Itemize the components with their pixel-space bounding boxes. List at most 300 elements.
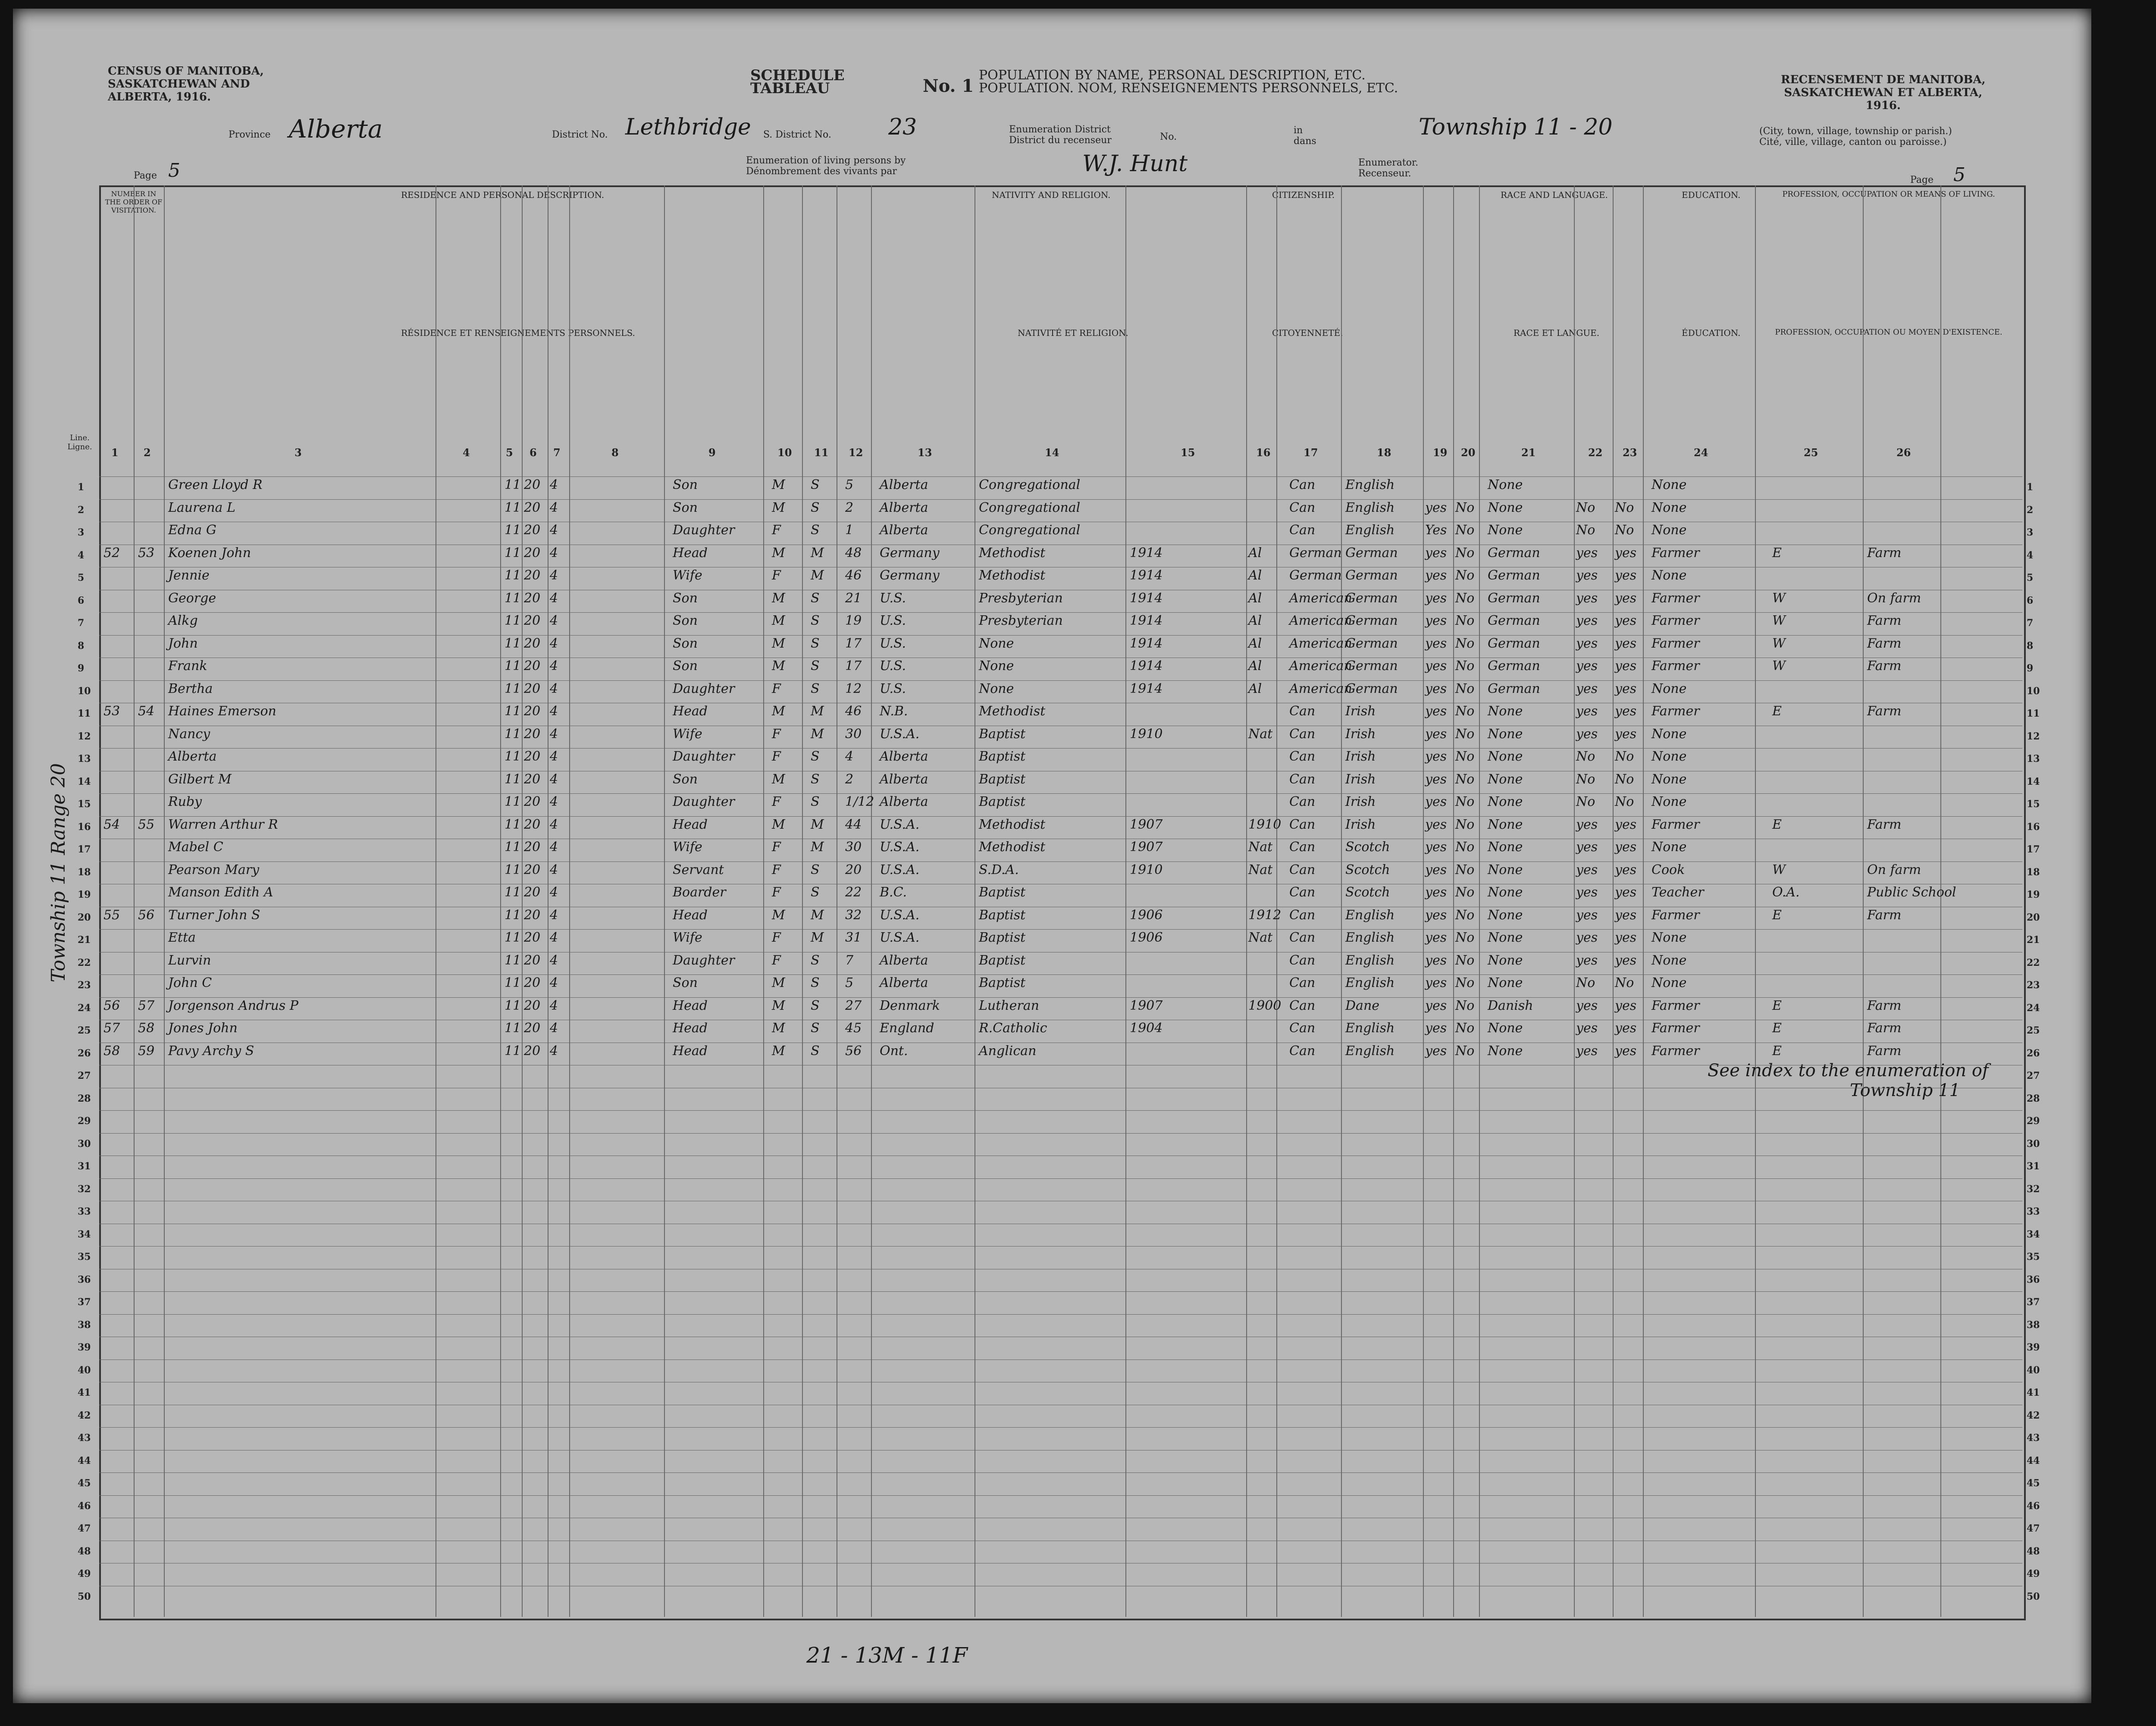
cell-origin: English <box>1345 1021 1395 1036</box>
residence-header-fr: RÉSIDENCE ET RENSEIGNEMENTS PERSONNELS. <box>401 328 635 338</box>
cell-rel: Head <box>673 1021 708 1036</box>
cell-sp_en: yes <box>1425 590 1447 606</box>
cell-read: yes <box>1576 545 1598 561</box>
cell-other_lang: None <box>1488 840 1523 855</box>
cell-birth: Alberta <box>880 749 928 764</box>
cell-emp: E <box>1772 545 1782 561</box>
cell-religion: Presbyterian <box>979 613 1063 628</box>
cell-age: 19 <box>845 613 862 628</box>
cell-col7: 4 <box>550 862 558 877</box>
line-number-right: 32 <box>2027 1183 2040 1195</box>
cell-sex: M <box>772 998 785 1013</box>
page-left-value: 5 <box>168 160 180 182</box>
schedule-label: SCHEDULE TABLEAU <box>750 67 845 97</box>
cell-origin: Scotch <box>1345 862 1390 877</box>
table-row <box>99 1337 2022 1353</box>
column-separator <box>569 185 570 1617</box>
column-number: 24 <box>1694 446 1708 459</box>
line-number-right: 21 <box>2027 934 2040 946</box>
cell-write: yes <box>1615 952 1637 968</box>
cell-nationality: German <box>1289 545 1342 561</box>
cell-origin: German <box>1345 681 1398 696</box>
cell-name: Jones John <box>168 1021 238 1036</box>
cell-nat: Al <box>1248 636 1262 651</box>
cell-origin: Irish <box>1345 704 1376 719</box>
cell-family: 55 <box>138 817 155 832</box>
line-number-right: 22 <box>2027 957 2040 968</box>
column-number: 20 <box>1461 446 1476 459</box>
cell-write: yes <box>1615 545 1637 561</box>
cell-imm: 1910 <box>1130 862 1163 877</box>
cell-sex: M <box>772 1043 785 1059</box>
cell-sp_en: yes <box>1425 862 1447 877</box>
cell-sp_en: yes <box>1425 704 1447 719</box>
cell-write: yes <box>1615 726 1637 742</box>
table-row <box>99 771 2022 787</box>
cell-nationality: Can <box>1289 1021 1316 1036</box>
cell-name: John C <box>168 975 212 990</box>
cell-col5: 11 <box>505 794 521 809</box>
cell-other_lang: None <box>1488 862 1523 877</box>
footer-note: 21 - 13M - 11F <box>806 1643 968 1668</box>
cell-col7: 4 <box>550 590 558 606</box>
cell-origin: German <box>1345 636 1398 651</box>
cell-col5: 11 <box>505 500 521 515</box>
cell-origin: German <box>1345 545 1398 561</box>
cell-nationality: Can <box>1289 771 1316 787</box>
cell-sex: M <box>772 658 785 673</box>
cell-rel: Daughter <box>673 749 735 764</box>
schedule-number: No. 1 <box>923 76 974 96</box>
cell-emp: E <box>1772 907 1782 923</box>
cell-sp_fr: No <box>1455 545 1475 561</box>
cell-origin: English <box>1345 523 1395 538</box>
cell-col5: 11 <box>505 704 521 719</box>
cell-origin: German <box>1345 590 1398 606</box>
line-number-right: 30 <box>2027 1138 2040 1150</box>
table-row <box>99 1269 2022 1285</box>
cell-col7: 4 <box>550 477 558 492</box>
cell-emp: E <box>1772 1021 1782 1036</box>
column-number: 19 <box>1433 446 1448 459</box>
column-separator <box>1125 185 1126 1617</box>
cell-nationality: American <box>1289 590 1352 606</box>
cell-sp_en: yes <box>1425 1021 1447 1036</box>
cell-name: John <box>168 636 198 651</box>
cell-birth: Alberta <box>880 523 928 538</box>
cell-marital: S <box>811 1021 820 1036</box>
cell-sp_en: yes <box>1425 1043 1447 1059</box>
cell-marital: S <box>811 681 820 696</box>
line-number-right: 43 <box>2027 1432 2040 1444</box>
cell-nationality: Can <box>1289 998 1316 1013</box>
cell-birth: U.S.A. <box>880 907 920 923</box>
table-row <box>99 658 2022 674</box>
column-separator <box>164 185 165 1617</box>
line-number-right: 12 <box>2027 730 2040 742</box>
cell-col5: 11 <box>505 590 521 606</box>
cell-occupation: None <box>1651 840 1687 855</box>
cell-col7: 4 <box>550 771 558 787</box>
line-number-right: 11 <box>2027 708 2040 719</box>
cell-nationality: Can <box>1289 862 1316 877</box>
cell-imm: 1904 <box>1130 1021 1163 1036</box>
line-number-right: 19 <box>2027 889 2040 900</box>
cell-birth: U.S. <box>880 658 906 673</box>
cell-age: 30 <box>845 726 862 742</box>
line-number: 16 <box>78 821 91 833</box>
cell-sp_fr: No <box>1455 975 1475 990</box>
cell-other_lang: None <box>1488 794 1523 809</box>
line-number: 25 <box>78 1025 91 1036</box>
cell-occupation: Farmer <box>1651 998 1700 1013</box>
line-number-right: 17 <box>2027 844 2040 855</box>
cell-write: yes <box>1615 613 1637 628</box>
cell-sp_fr: No <box>1455 568 1475 583</box>
cell-origin: English <box>1345 1043 1395 1059</box>
cell-religion: Methodist <box>979 545 1046 561</box>
cell-col7: 4 <box>550 998 558 1013</box>
cell-family: 58 <box>138 1021 155 1036</box>
cell-origin: English <box>1345 930 1395 945</box>
cell-write: yes <box>1615 885 1637 900</box>
cell-name: Warren Arthur R <box>168 817 278 832</box>
table-row <box>99 839 2022 855</box>
line-number: 12 <box>78 730 91 742</box>
cell-origin: Irish <box>1345 817 1376 832</box>
column-number: 9 <box>708 446 716 459</box>
line-number-right: 47 <box>2027 1523 2040 1534</box>
cell-write: yes <box>1615 1043 1637 1059</box>
cell-sp_fr: No <box>1455 817 1475 832</box>
cell-col6: 20 <box>524 771 541 787</box>
cell-sp_fr: No <box>1455 590 1475 606</box>
cell-religion: Baptist <box>979 794 1026 809</box>
cell-rel: Daughter <box>673 523 735 538</box>
cell-read: yes <box>1576 658 1598 673</box>
cell-nat: 1912 <box>1248 907 1282 923</box>
line-number: 23 <box>78 980 91 991</box>
cell-read: yes <box>1576 1043 1598 1059</box>
column-number: 8 <box>611 446 619 459</box>
cell-origin: English <box>1345 952 1395 968</box>
cell-age: 44 <box>845 817 862 832</box>
province-value: Alberta <box>289 114 383 144</box>
line-number: 33 <box>78 1206 91 1217</box>
cell-sex: F <box>772 749 781 764</box>
column-separator <box>522 185 523 1617</box>
cell-birth: Alberta <box>880 771 928 787</box>
column-number: 5 <box>506 446 513 459</box>
cell-rel: Wife <box>673 726 702 742</box>
cell-name: Nancy <box>168 726 210 742</box>
cell-sp_fr: No <box>1455 998 1475 1013</box>
cell-occupation: None <box>1651 794 1687 809</box>
line-number: 5 <box>78 572 85 583</box>
cell-occupation: None <box>1651 771 1687 787</box>
cell-sex: F <box>772 840 781 855</box>
line-number: 49 <box>78 1568 91 1579</box>
line-number: 31 <box>78 1161 91 1172</box>
cell-age: 45 <box>845 1021 862 1036</box>
cell-imm: 1914 <box>1130 636 1163 651</box>
cell-imm: 1914 <box>1130 613 1163 628</box>
cell-col7: 4 <box>550 636 558 651</box>
line-number-right: 8 <box>2027 640 2034 652</box>
cell-nationality: Can <box>1289 907 1316 923</box>
cell-other_lang: None <box>1488 930 1523 945</box>
cell-name: George <box>168 590 216 606</box>
cell-col5: 11 <box>505 998 521 1013</box>
cell-nationality: Can <box>1289 885 1316 900</box>
line-number: 43 <box>78 1432 91 1444</box>
cell-imm: 1906 <box>1130 907 1163 923</box>
line-number-right: 13 <box>2027 753 2040 764</box>
cell-other_lang: German <box>1488 590 1540 606</box>
column-separator <box>1423 185 1424 1617</box>
enumerator-value: W.J. Hunt <box>1082 151 1188 177</box>
table-row <box>99 703 2022 719</box>
cell-name: Green Lloyd R <box>168 477 263 492</box>
cell-other_lang: None <box>1488 704 1523 719</box>
cell-rel: Wife <box>673 568 702 583</box>
column-number: 11 <box>814 446 829 459</box>
column-number: 21 <box>1521 446 1536 459</box>
cell-nationality: Can <box>1289 726 1316 742</box>
cell-nationality: Can <box>1289 749 1316 764</box>
cell-age: 31 <box>845 930 862 945</box>
cell-marital: M <box>811 545 824 561</box>
cell-nationality: Can <box>1289 477 1316 492</box>
table-row <box>99 1427 2022 1444</box>
cell-sp_fr: No <box>1455 840 1475 855</box>
table-row <box>99 1450 2022 1466</box>
line-number-right: 49 <box>2027 1568 2040 1579</box>
cell-sp_fr: No <box>1455 794 1475 809</box>
cell-extra: On farm <box>1867 862 1921 877</box>
cell-rel: Son <box>673 590 698 606</box>
cell-col5: 11 <box>505 1021 521 1036</box>
table-row <box>99 1359 2022 1376</box>
line-number-right: 45 <box>2027 1478 2040 1489</box>
table-row <box>99 1201 2022 1217</box>
cell-name: Laurena L <box>168 500 235 515</box>
citizenship-header-fr: CITOYENNETÉ. <box>1272 328 1343 338</box>
cell-sp_fr: No <box>1455 658 1475 673</box>
page-right-value: 5 <box>1953 164 1965 186</box>
education-header-fr: ÉDUCATION. <box>1682 328 1741 338</box>
cell-birth: Germany <box>880 545 940 561</box>
cell-sex: M <box>772 817 785 832</box>
line-number-right: 4 <box>2027 549 2034 561</box>
cell-col6: 20 <box>524 726 541 742</box>
cell-nationality: Can <box>1289 975 1316 990</box>
line-number-right: 44 <box>2027 1455 2040 1466</box>
cell-occupation: Farmer <box>1651 636 1700 651</box>
cell-marital: S <box>811 885 820 900</box>
cell-emp: W <box>1772 658 1786 673</box>
cell-origin: Scotch <box>1345 840 1390 855</box>
enum-district-label: Enumeration District District du recenseur <box>1009 124 1112 146</box>
line-number-right: 10 <box>2027 685 2040 697</box>
cell-marital: M <box>811 817 824 832</box>
column-separator <box>1574 185 1575 1617</box>
cell-occupation: None <box>1651 930 1687 945</box>
cell-write: yes <box>1615 658 1637 673</box>
table-row <box>99 974 2022 991</box>
table-row <box>99 1472 2022 1489</box>
cell-nationality: Can <box>1289 523 1316 538</box>
cell-marital: M <box>811 704 824 719</box>
cell-sp_en: yes <box>1425 545 1447 561</box>
cell-imm: 1907 <box>1130 840 1163 855</box>
cell-write: yes <box>1615 998 1637 1013</box>
cell-col6: 20 <box>524 907 541 923</box>
line-number: 9 <box>78 663 85 674</box>
cell-extra: Farm <box>1867 1043 1902 1059</box>
cell-imm: 1914 <box>1130 681 1163 696</box>
cell-extra: Public School <box>1867 885 1956 900</box>
cell-sex: F <box>772 794 781 809</box>
cell-origin: English <box>1345 907 1395 923</box>
cell-rel: Daughter <box>673 794 735 809</box>
line-number: 1 <box>78 482 85 493</box>
cell-sex: M <box>772 975 785 990</box>
enumeration-label: Enumeration of living persons by Dénombrement des vivants par <box>746 155 906 177</box>
line-number: 6 <box>78 595 85 606</box>
cell-other_lang: German <box>1488 568 1540 583</box>
cell-extra: Farm <box>1867 1021 1902 1036</box>
line-number: 42 <box>78 1410 91 1421</box>
line-number: 24 <box>78 1002 91 1014</box>
column-separator <box>664 185 665 1617</box>
district-value: Lethbridge <box>625 114 751 140</box>
cell-other_lang: None <box>1488 975 1523 990</box>
column-separator <box>763 185 764 1617</box>
cell-extra: Farm <box>1867 907 1902 923</box>
cell-rel: Son <box>673 613 698 628</box>
table-row <box>99 997 2022 1014</box>
subdistrict-label: S. District No. <box>763 129 831 140</box>
column-number: 15 <box>1181 446 1195 459</box>
line-number: 8 <box>78 640 85 652</box>
cell-col6: 20 <box>524 590 541 606</box>
cell-sp_en: yes <box>1425 817 1447 832</box>
cell-occupation: Farmer <box>1651 907 1700 923</box>
line-number-right: 23 <box>2027 980 2040 991</box>
cell-age: 17 <box>845 658 862 673</box>
cell-sp_en: yes <box>1425 681 1447 696</box>
line-number: 13 <box>78 753 91 764</box>
cell-marital: M <box>811 568 824 583</box>
cell-name: Jennie <box>168 568 210 583</box>
table-row <box>99 1586 2022 1602</box>
cell-nationality: Can <box>1289 930 1316 945</box>
cell-emp: W <box>1772 613 1786 628</box>
district-label: District No. <box>552 129 608 140</box>
cell-write: yes <box>1615 907 1637 923</box>
line-number-right: 41 <box>2027 1387 2040 1398</box>
cell-write: No <box>1615 523 1634 538</box>
column-number: 18 <box>1377 446 1391 459</box>
cell-sex: F <box>772 568 781 583</box>
table-row <box>99 1156 2022 1172</box>
cell-read: yes <box>1576 885 1598 900</box>
cell-col7: 4 <box>550 658 558 673</box>
line-number: 44 <box>78 1455 91 1466</box>
cell-origin: Dane <box>1345 998 1380 1013</box>
cell-nationality: Can <box>1289 704 1316 719</box>
column-separator <box>871 185 872 1617</box>
cell-sex: M <box>772 613 785 628</box>
cell-birth: U.S. <box>880 590 906 606</box>
cell-rel: Servant <box>673 862 724 877</box>
cell-name: Mabel C <box>168 840 223 855</box>
cell-birth: Alberta <box>880 794 928 809</box>
line-number-right: 34 <box>2027 1228 2040 1240</box>
cell-other_lang: German <box>1488 613 1540 628</box>
cell-emp: O.A. <box>1772 885 1800 900</box>
column-separator <box>1453 185 1454 1617</box>
column-number: 16 <box>1256 446 1271 459</box>
column-number: 12 <box>849 446 863 459</box>
table-row <box>99 1178 2022 1195</box>
table-row <box>99 907 2022 923</box>
cell-name: Pearson Mary <box>168 862 260 877</box>
line-number-right: 42 <box>2027 1410 2040 1421</box>
cell-imm: 1907 <box>1130 817 1163 832</box>
nativity-header-fr: NATIVITÉ ET RELIGION. <box>1018 328 1128 338</box>
table-row <box>99 1541 2022 1557</box>
residence-header: RESIDENCE AND PERSONAL DESCRIPTION. <box>401 190 605 200</box>
cell-col7: 4 <box>550 817 558 832</box>
cell-sex: F <box>772 726 781 742</box>
cell-nationality: Can <box>1289 817 1316 832</box>
table-row <box>99 952 2022 968</box>
cell-birth: B.C. <box>880 885 907 900</box>
cell-religion: Methodist <box>979 840 1046 855</box>
line-number-right: 15 <box>2027 799 2040 810</box>
line-number: 14 <box>78 776 91 787</box>
cell-read: yes <box>1576 817 1598 832</box>
cell-other_lang: Danish <box>1488 998 1533 1013</box>
cell-religion: Baptist <box>979 975 1026 990</box>
cell-col7: 4 <box>550 500 558 515</box>
cell-sex: M <box>772 1021 785 1036</box>
line-number: 22 <box>78 957 91 968</box>
cell-rel: Son <box>673 636 698 651</box>
cell-birth: U.S.A. <box>880 862 920 877</box>
line-number-right: 29 <box>2027 1115 2040 1127</box>
cell-name: Koenen John <box>168 545 251 561</box>
cell-other_lang: None <box>1488 500 1523 515</box>
column-separator <box>1246 185 1247 1617</box>
cell-religion: None <box>979 681 1014 696</box>
table-row <box>99 793 2022 810</box>
cell-other_lang: None <box>1488 952 1523 968</box>
line-number-right: 25 <box>2027 1025 2040 1036</box>
line-number: 37 <box>78 1297 91 1308</box>
subdistrict-value: 23 <box>888 114 917 140</box>
cell-read: No <box>1576 794 1595 809</box>
cell-col5: 11 <box>505 840 521 855</box>
line-number: 47 <box>78 1523 91 1534</box>
cell-sex: M <box>772 500 785 515</box>
cell-age: 27 <box>845 998 862 1013</box>
cell-age: 2 <box>845 500 854 515</box>
cell-other_lang: None <box>1488 726 1523 742</box>
cell-sp_fr: No <box>1455 1043 1475 1059</box>
